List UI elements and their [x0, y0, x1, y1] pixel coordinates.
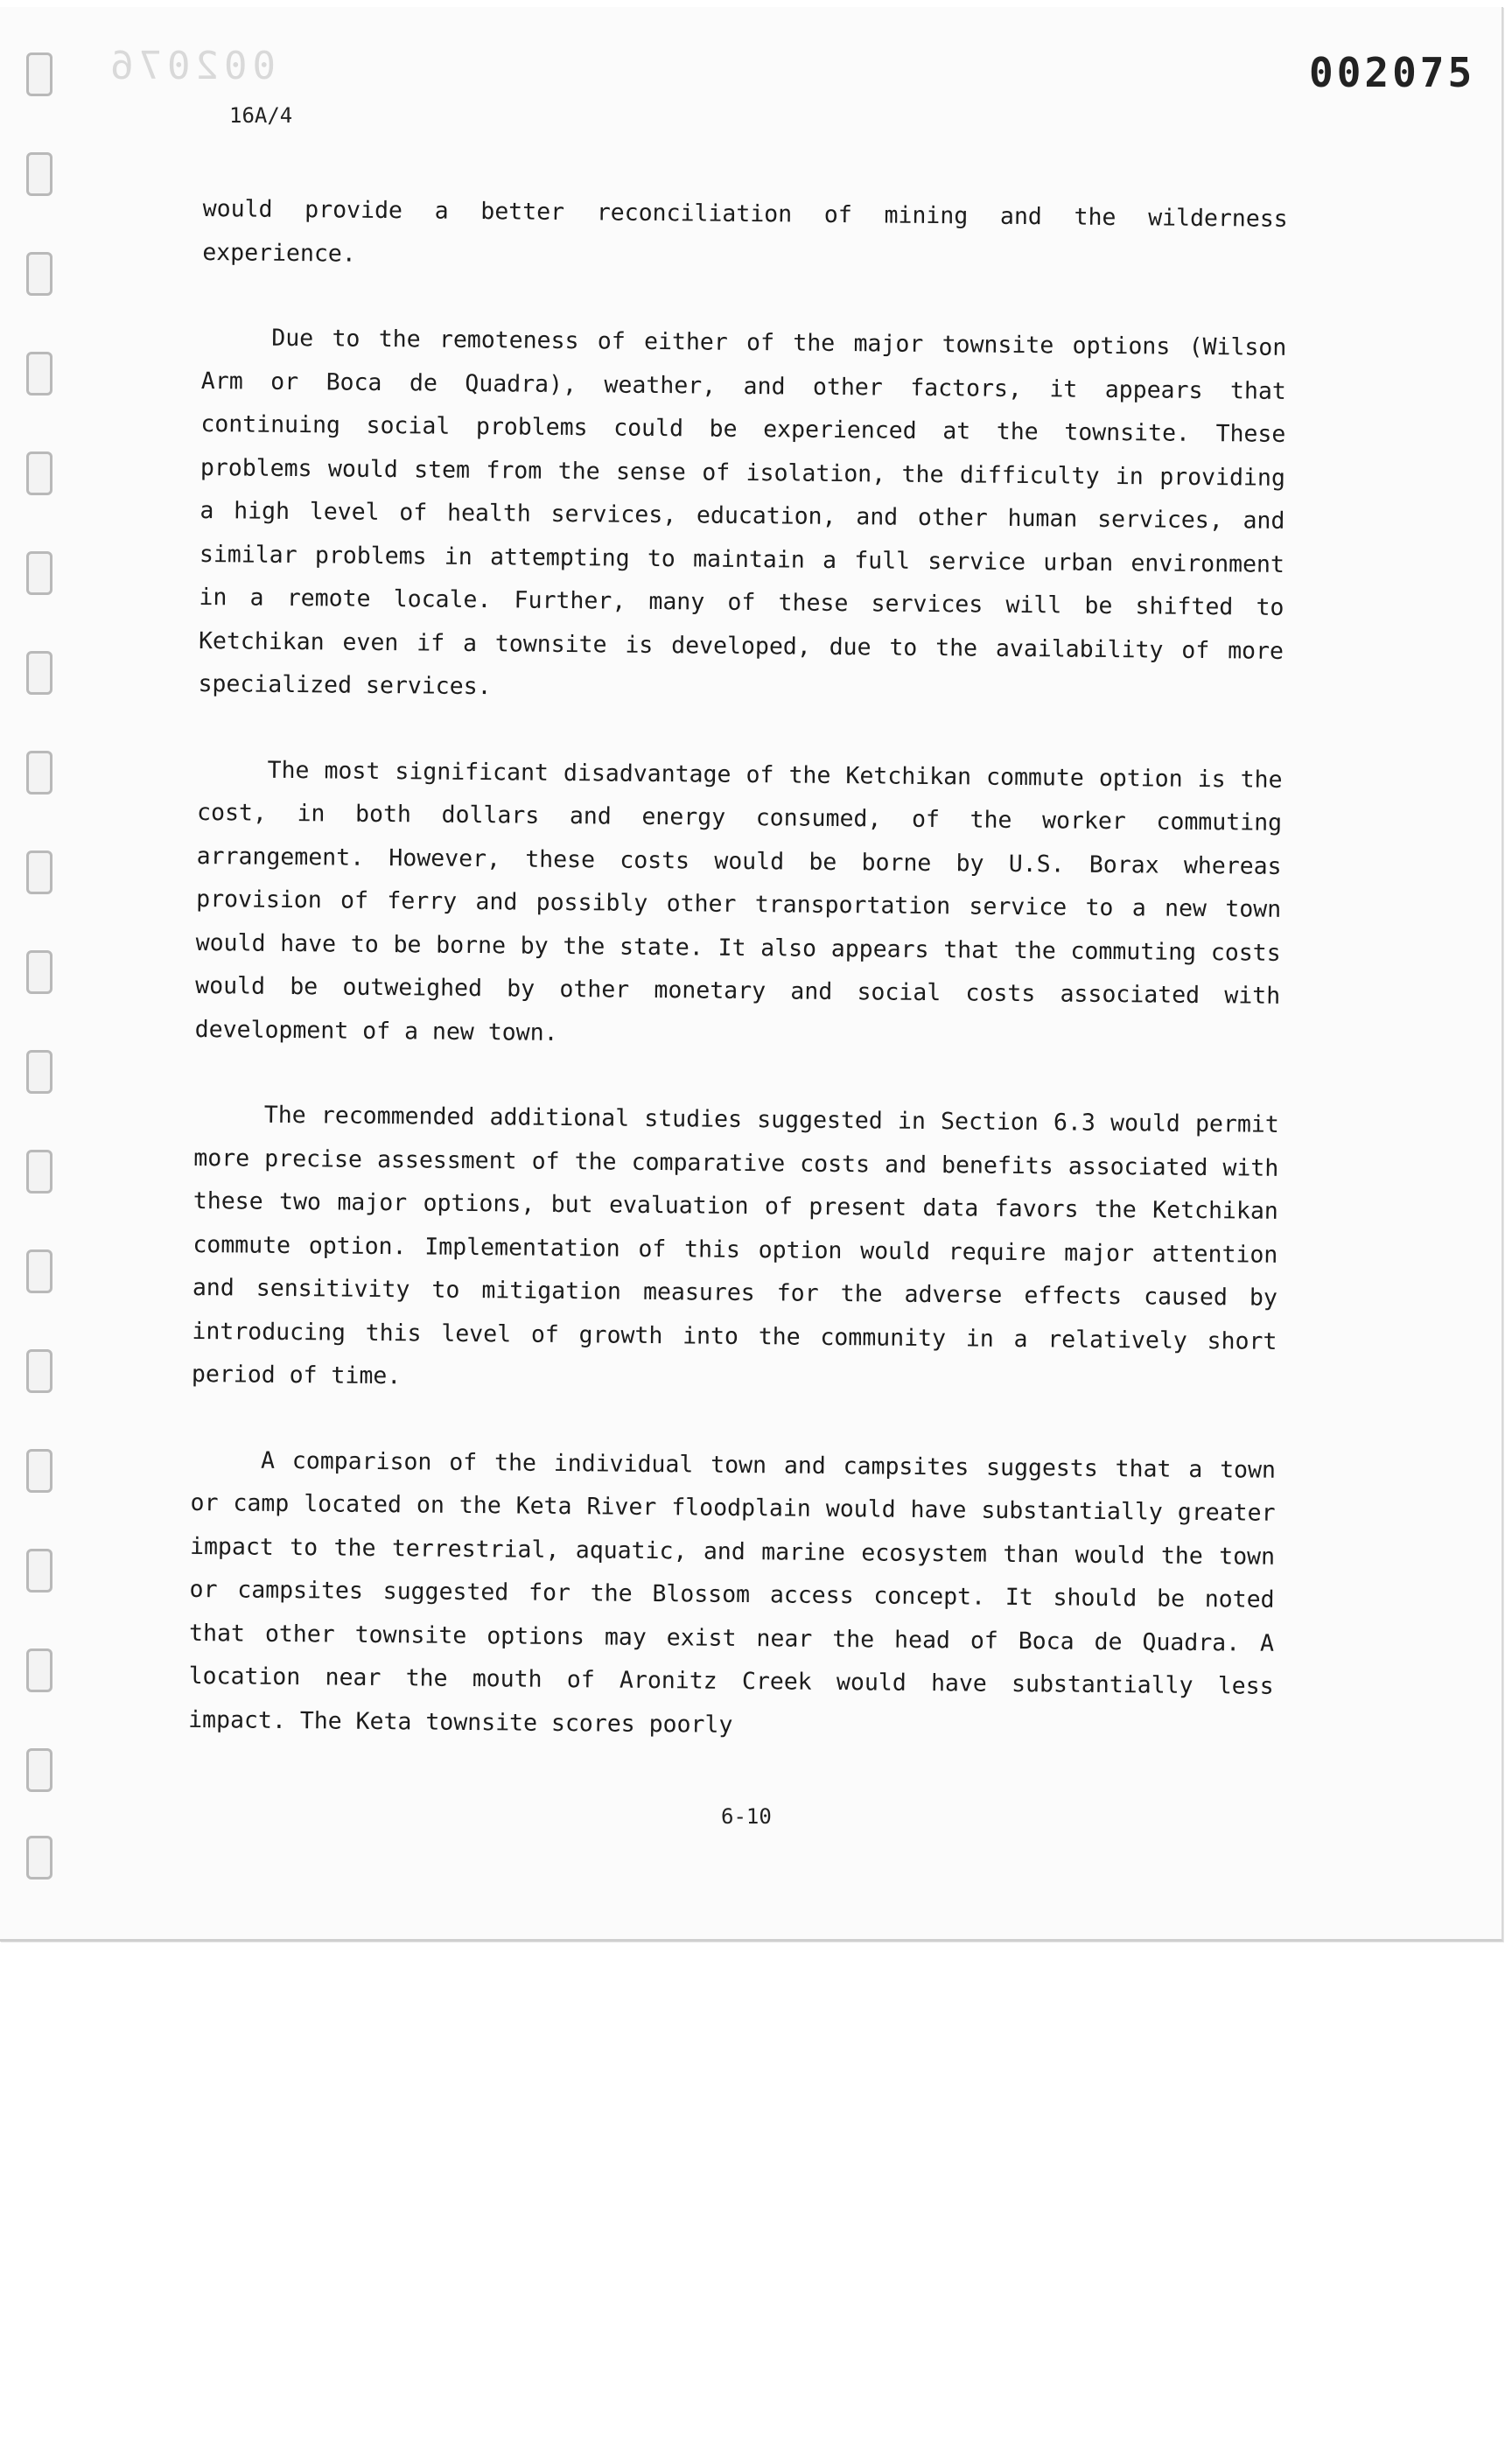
page-number: 6-10 [721, 1804, 772, 1829]
binder-hole [26, 52, 52, 96]
binder-hole [26, 1549, 52, 1592]
binder-hole [26, 152, 52, 196]
document-number: 002075 [1309, 49, 1476, 96]
bleed-through-number: 002076 [105, 44, 276, 88]
binder-hole [26, 1150, 52, 1194]
binder-hole [26, 352, 52, 396]
binder-hole [26, 651, 52, 695]
body-text [188, 187, 1288, 1752]
binder-hole [26, 1648, 52, 1692]
paragraph-recommended-studies: The recommended additional studies suggested in Section 6.3 would permit more precise assessment of the comparative costs and benefits associated with these two major options, but evaluation of present data favors the Ketchikan commute option. Implementation of this option would require major attention and sensitivity to mitigation measures for the adverse effects caused by introducing this level of growth into the community in a relatively short period of time. [191, 1101, 1279, 1390]
binder-hole [26, 1748, 52, 1792]
binder-hole [26, 1250, 52, 1293]
binder-hole [26, 252, 52, 296]
binder-hole [26, 452, 52, 495]
binder-hole [26, 1349, 52, 1393]
binder-hole [26, 551, 52, 595]
section-reference: 16A/4 [229, 103, 293, 128]
document-page [0, 7, 1503, 1942]
paragraph-townsite-social-problems: Due to the remoteness of either of the major townsite options (Wilson Arm or Boca de Quadra), weather, and other factors, it appears that continuing social problems could be experienced at the townsite. These problems would stem from the sense of isolation, the difficulty in providing a high level of health services, education, and other human services, and similar problems in attempting to maintain a full service urban environment in a remote locale. Further, many of these services will be shifted to Ketchikan even if a townsite is developed, due to the availability of more specialized services. [198, 324, 1287, 701]
binder-hole [26, 850, 52, 894]
binder-hole [26, 1836, 52, 1880]
binder-hole [26, 1050, 52, 1094]
paragraph-site-comparison: A comparison of the individual town and campsites suggests that a town or camp located on the Keta River floodplain would have substantially greater impact to the terrestrial, aquatic, and marine ecosystem than would the town or campsites suggested for the Blossom access concept. It should be noted that other townsite options may exist near the head of Boca de Quadra. A location near the mouth of Aronitz Creek would have substantially less impact. The Keta townsite scores poorly [188, 1446, 1277, 1739]
binder-hole [26, 950, 52, 994]
paragraph-commute-disadvantage: The most significant disadvantage of the Ketchikan commute option is the cost, in both dollars and energy consumed, of the worker commuting arrangement. However, these costs would be borne by U.S. Borax whereas provision of ferry and possibly other transportation service to a new town would have to be borne by the state. It also appears that the commuting costs would be outweighed by other monetary and social costs associated with development of a new town. [194, 756, 1283, 1046]
binder-hole [26, 751, 52, 794]
paragraph-continuation: would provide a better reconciliation of mining and the wilderness experience. [202, 194, 1288, 268]
binder-hole [26, 1449, 52, 1493]
